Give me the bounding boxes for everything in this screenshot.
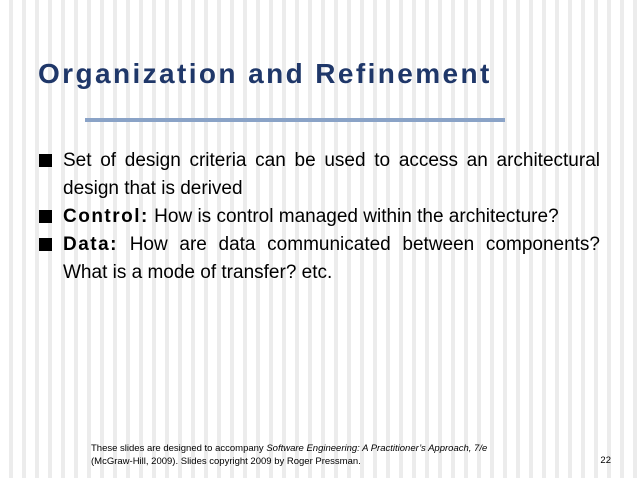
bullet-body: Set of design criteria can be used to access an architectural design that is derived xyxy=(63,150,600,199)
bullet-item-data xyxy=(38,231,600,287)
slide-footer xyxy=(91,442,487,468)
bullet-text xyxy=(63,231,600,287)
bullet-list xyxy=(38,147,600,287)
square-bullet-icon xyxy=(39,210,52,223)
bullet-body: How are data communicated between components? What is a mode of transfer? etc. xyxy=(63,234,600,283)
footer-line-2: (McGraw-Hill, 2009). Slides copyright 2009 by Roger Pressman. xyxy=(91,456,361,467)
slide-title: Organization and Refinement xyxy=(38,58,492,89)
square-bullet-icon xyxy=(39,154,52,167)
title-underline xyxy=(85,118,505,122)
bullet-item-control xyxy=(38,203,600,231)
bullet-item-criteria xyxy=(38,147,600,203)
bullet-body: How is control managed within the architecture? xyxy=(148,206,559,227)
bullet-text xyxy=(63,203,600,231)
footer-prefix: These slides are designed to accompany xyxy=(91,443,267,454)
page-number: 22 xyxy=(600,455,611,466)
bullet-text xyxy=(63,147,600,203)
square-bullet-icon xyxy=(39,238,52,251)
bullet-keyword: Control: xyxy=(63,206,149,227)
footer-line-1 xyxy=(91,442,487,455)
bullet-keyword: Data: xyxy=(63,234,119,255)
footer-book-title: Software Engineering: A Practitioner’s Approach, 7/e xyxy=(266,443,488,454)
